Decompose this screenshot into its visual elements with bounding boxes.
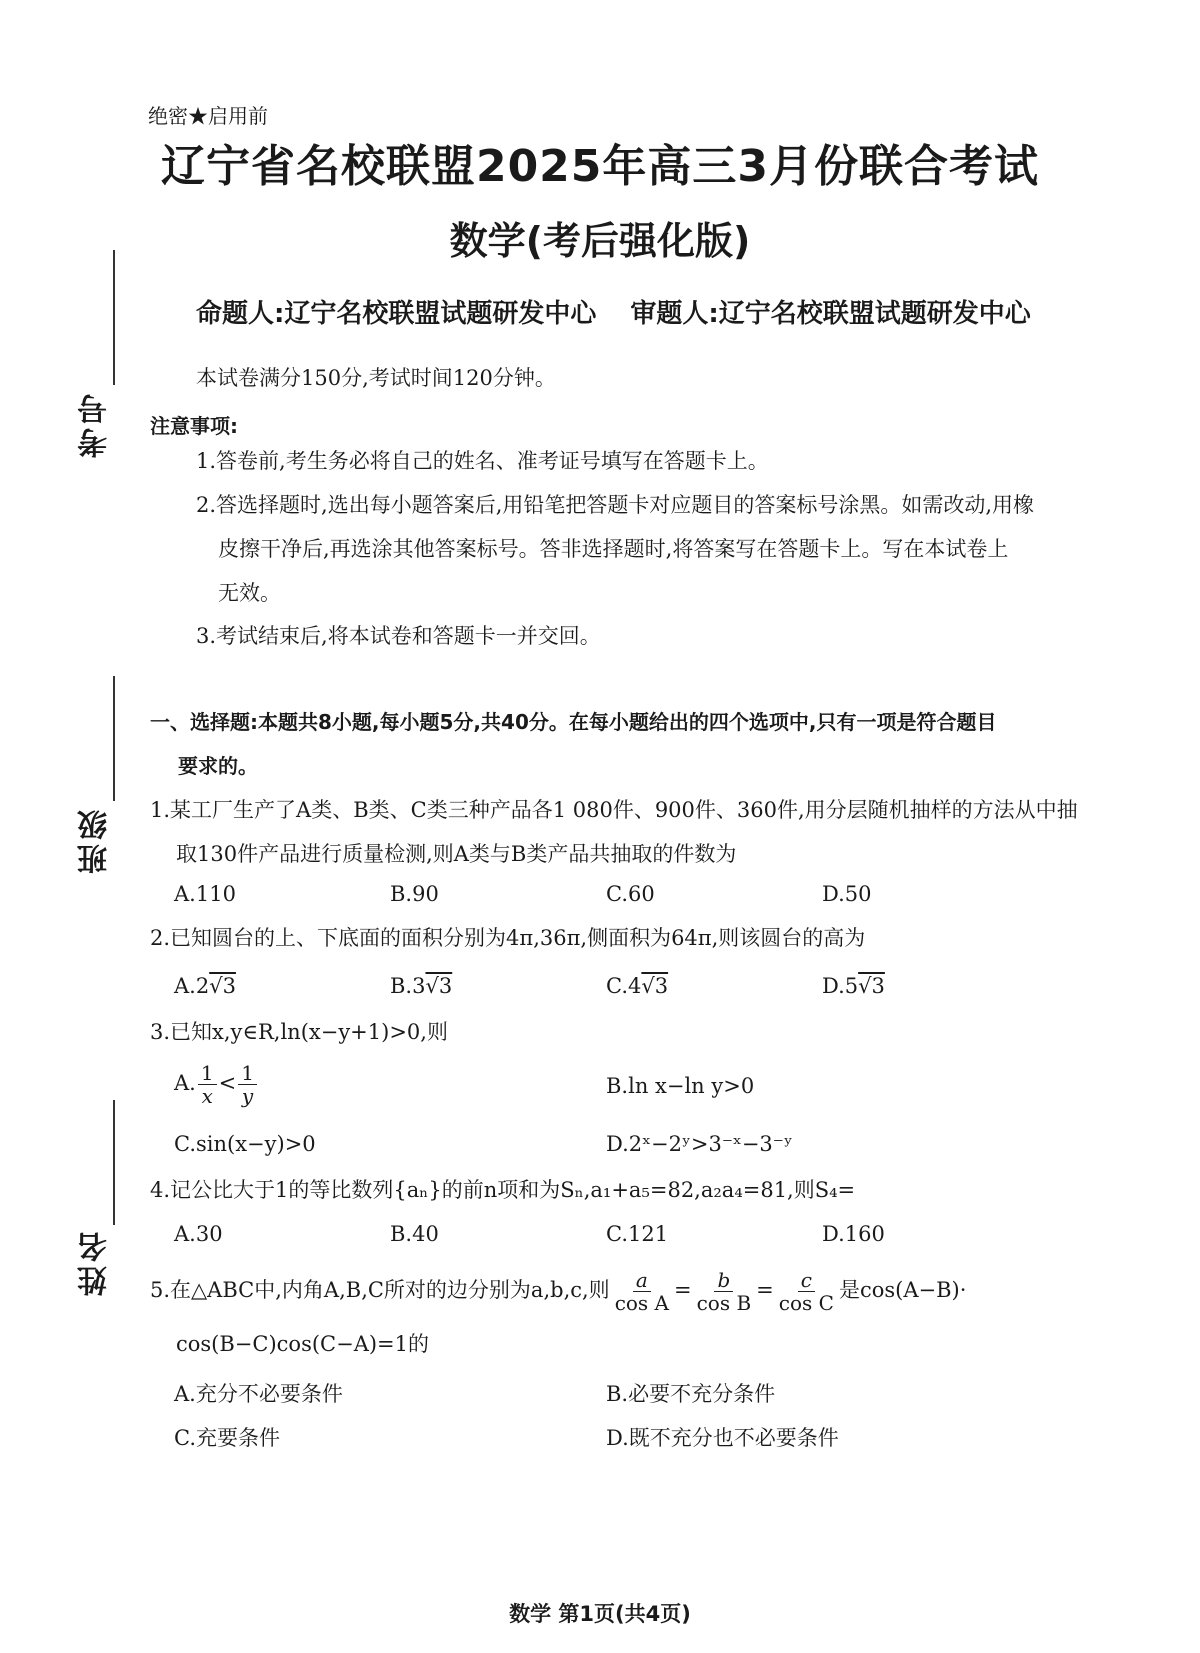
question-5-stem-end: 是cos(A−B)· [838,1278,967,1302]
notice-title: 注意事项: [150,414,238,438]
q2-option-a-root: √3 [209,974,236,998]
page-title: 辽宁省名校联盟2025年高三3月份联合考试 [160,141,1040,192]
section-heading [150,700,1150,788]
q5-option-a: A.充分不必要条件 [174,1382,343,1406]
section-heading-line-1: 一、选择题:本题共8小题,每小题5分,共40分。在每小题给出的四个选项中,只有一项是符合题目 [150,710,997,734]
page-subtitle: 数学(考后强化版) [449,219,751,263]
side-label-class: 班级 [78,806,113,874]
q3-option-a-label: A. [174,1071,196,1095]
q3-option-d: D.2ˣ−2ʸ>3⁻ˣ−3⁻ʸ [606,1132,793,1156]
fraction-c-over-cosC [776,1269,837,1314]
fraction-b-over-cosB [694,1269,755,1314]
question-5 [150,1264,1150,1316]
fraction-1-over-y [238,1062,257,1107]
q3-option-a [174,1062,259,1107]
fraction-denominator: cos C [778,1291,834,1315]
section-heading-line-2: 要求的。 [178,754,258,778]
question-1 [150,788,1150,876]
fraction-denominator: cos B [696,1291,752,1315]
fraction-numerator: b [714,1269,733,1292]
side-line-2 [113,676,115,801]
q5-option-b: B.必要不充分条件 [606,1382,776,1406]
fraction-1-over-x [198,1062,217,1107]
fraction-numerator: 1 [238,1062,257,1085]
q2-option-a [174,974,236,998]
q2-option-b-label: B.3 [390,974,426,998]
q2-option-a-label: A.2 [174,974,210,998]
page-footer: 数学 第1页(共4页) [509,1602,691,1626]
q2-option-c-label: C.4 [606,974,642,998]
notice-item-1: 1.答卷前,考生务必将自己的姓名、准考证号填写在答题卡上。 [196,449,769,473]
notice-item-2 [196,483,1146,615]
q2-option-b-root: √3 [425,974,453,998]
question-4: 4.记公比大于1的等比数列{aₙ}的前n项和为Sₙ,a₁+a₅=82,a₂a₄=81,则S₄= [150,1178,856,1202]
fraction-numerator: 1 [198,1062,217,1085]
author-setter: 命题人:辽宁名校联盟试题研发中心 [196,299,597,329]
fraction-denominator: x [201,1084,213,1108]
notice-item-2-line-2: 皮擦干净后,再选涂其他答案标号。答非选择题时,将答案写在答题卡上。写在本试卷上 [218,537,1009,561]
side-label-name: 姓名 [78,1228,113,1296]
q1-option-a: A.110 [174,882,236,906]
notice-item-2-line-3: 无效。 [218,581,281,605]
q5-option-c: C.充要条件 [174,1426,280,1450]
equals-sign: = [756,1278,774,1302]
side-line-3 [113,1100,115,1225]
confidential-mark: 绝密★启用前 [148,104,268,128]
q1-option-d: D.50 [822,882,872,906]
question-2: 2.已知圆台的上、下底面的面积分别为4π,36π,侧面积为64π,则该圆台的高为 [150,926,866,950]
q2-option-c [606,974,668,998]
q3-option-c: C.sin(x−y)>0 [174,1132,316,1156]
fraction-numerator: a [633,1269,651,1292]
equals-sign: = [674,1278,692,1302]
fraction-a-over-cosA [612,1269,672,1314]
question-3: 3.已知x,y∈R,ln(x−y+1)>0,则 [150,1020,448,1044]
q4-option-b: B.40 [390,1222,439,1246]
authors-line [196,293,1031,330]
q4-option-c: C.121 [606,1222,669,1246]
question-5-line-2 [150,1322,1150,1366]
q2-option-b [390,974,452,998]
q4-option-a: A.30 [174,1222,223,1246]
fraction-denominator: cos A [614,1291,669,1315]
question-5-condition: cos(B−C)cos(C−A)=1的 [176,1332,430,1356]
less-than-sign: < [218,1071,237,1095]
question-5-stem: 5.在△ABC中,内角A,B,C所对的边分别为a,b,c,则 [150,1278,610,1302]
q5-option-d: D.既不充分也不必要条件 [606,1426,839,1450]
fraction-denominator: y [241,1084,254,1108]
q4-option-d: D.160 [822,1222,885,1246]
q1-option-c: C.60 [606,882,655,906]
notice-item-2-line-1: 2.答选择题时,选出每小题答案后,用铅笔把答题卡对应题目的答案标号涂黑。如需改动,用橡 [196,493,1035,517]
exam-intro: 本试卷满分150分,考试时间120分钟。 [196,366,556,390]
fraction-numerator: c [798,1269,815,1292]
question-1-line-2: 取130件产品进行质量检测,则A类与B类产品共抽取的件数为 [176,842,737,866]
q2-option-c-root: √3 [641,974,669,998]
q2-option-d-root: √3 [858,974,885,998]
notice-item-3: 3.考试结束后,将本试卷和答题卡一并交回。 [196,624,601,648]
q3-option-b: B.ln x−ln y>0 [606,1074,755,1098]
author-reviewer: 审题人:辽宁名校联盟试题研发中心 [630,299,1031,329]
q1-option-b: B.90 [390,882,439,906]
side-label-exam-number: 考号 [78,390,113,458]
q2-option-d [822,974,885,998]
side-line-1 [113,250,115,385]
q2-option-d-label: D.5 [822,974,859,998]
question-1-line-1: 1.某工厂生产了A类、B类、C类三种产品各1 080件、900件、360件,用分层随机抽样的方法从中抽 [150,798,1078,822]
